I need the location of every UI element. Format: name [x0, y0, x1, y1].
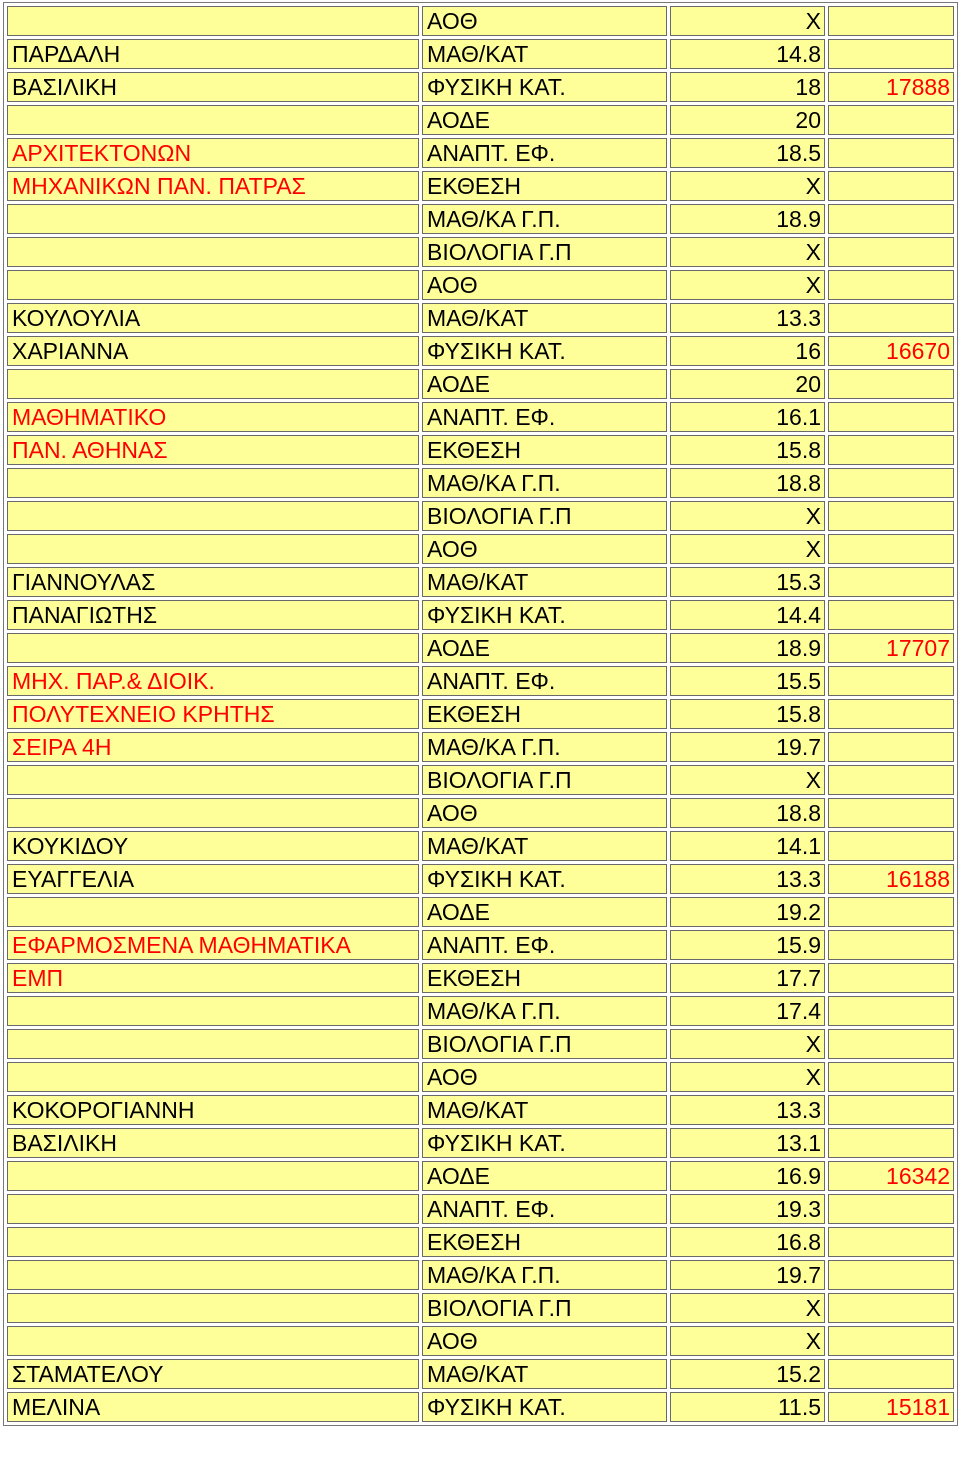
subject-cell: ΒΙΟΛΟΓΙΑ Γ.Π — [422, 501, 667, 531]
subject-cell: ΦΥΣΙΚΗ ΚΑΤ. — [422, 72, 667, 102]
grade-cell: 18.9 — [670, 204, 825, 234]
subject-cell: ΕΚΘΕΣΗ — [422, 699, 667, 729]
name-cell: ΠΑΝ. ΑΘΗΝΑΣ — [7, 435, 419, 465]
table-row — [7, 699, 954, 729]
points-cell — [828, 600, 954, 630]
subject-cell: ΜΑΘ/ΚΑΤ — [422, 567, 667, 597]
points-cell — [828, 666, 954, 696]
subject-cell: ΜΑΘ/ΚΑΤ — [422, 303, 667, 333]
subject-cell: ΑΝΑΠΤ. ΕΦ. — [422, 930, 667, 960]
grade-cell: Χ — [670, 171, 825, 201]
subject-cell: ΑΝΑΠΤ. ΕΦ. — [422, 138, 667, 168]
name-cell — [7, 798, 419, 828]
name-cell: ΠΟΛΥΤΕΧΝΕΙΟ ΚΡΗΤΗΣ — [7, 699, 419, 729]
subject-cell: ΜΑΘ/ΚΑΤ — [422, 1359, 667, 1389]
name-cell — [7, 1227, 419, 1257]
name-cell — [7, 1029, 419, 1059]
subject-cell: ΑΟΘ — [422, 534, 667, 564]
name-cell — [7, 270, 419, 300]
subject-cell: ΑΝΑΠΤ. ΕΦ. — [422, 1194, 667, 1224]
points-cell — [828, 1128, 954, 1158]
table-row — [7, 1326, 954, 1356]
table-row — [7, 1293, 954, 1323]
grade-cell: 13.3 — [670, 864, 825, 894]
table-row — [7, 534, 954, 564]
table-row — [7, 1128, 954, 1158]
name-cell: ΑΡΧΙΤΕΚΤΟΝΩΝ — [7, 138, 419, 168]
grade-cell: 15.3 — [670, 567, 825, 597]
table-row — [7, 930, 954, 960]
name-cell — [7, 534, 419, 564]
points-cell — [828, 303, 954, 333]
name-cell: ΧΑΡΙΑΝΝΑ — [7, 336, 419, 366]
grade-cell: Χ — [670, 1062, 825, 1092]
name-cell — [7, 105, 419, 135]
subject-cell: ΦΥΣΙΚΗ ΚΑΤ. — [422, 1392, 667, 1422]
grade-cell: 17.7 — [670, 963, 825, 993]
name-cell — [7, 633, 419, 663]
name-cell: ΕΦΑΡΜΟΣΜΕΝΑ ΜΑΘΗΜΑΤΙΚΑ — [7, 930, 419, 960]
table-row — [7, 567, 954, 597]
table-row — [7, 831, 954, 861]
subject-cell: ΑΝΑΠΤ. ΕΦ. — [422, 402, 667, 432]
subject-cell: ΑΟΘ — [422, 1062, 667, 1092]
subject-cell: ΑΟΔΕ — [422, 369, 667, 399]
grade-cell: 19.7 — [670, 1260, 825, 1290]
grade-cell: Χ — [670, 534, 825, 564]
table-row — [7, 1227, 954, 1257]
table-row — [7, 204, 954, 234]
table-row — [7, 1161, 954, 1191]
grade-cell: 15.2 — [670, 1359, 825, 1389]
subject-cell: ΜΑΘ/ΚΑ Γ.Π. — [422, 996, 667, 1026]
name-cell — [7, 897, 419, 927]
points-cell — [828, 1029, 954, 1059]
grade-cell: Χ — [670, 1326, 825, 1356]
points-cell: 16670 — [828, 336, 954, 366]
subject-cell: ΕΚΘΕΣΗ — [422, 171, 667, 201]
table-row — [7, 1095, 954, 1125]
subject-cell: ΜΑΘ/ΚΑΤ — [422, 39, 667, 69]
name-cell: ΒΑΣΙΛΙΚΗ — [7, 1128, 419, 1158]
grade-cell: Χ — [670, 237, 825, 267]
subject-cell: ΑΟΘ — [422, 270, 667, 300]
points-cell — [828, 897, 954, 927]
points-cell — [828, 1095, 954, 1125]
points-cell — [828, 699, 954, 729]
subject-cell: ΦΥΣΙΚΗ ΚΑΤ. — [422, 600, 667, 630]
table-row — [7, 1062, 954, 1092]
grade-cell: 13.3 — [670, 303, 825, 333]
grade-cell: 11.5 — [670, 1392, 825, 1422]
grade-cell: 15.8 — [670, 435, 825, 465]
subject-cell: ΑΟΘ — [422, 6, 667, 36]
table-row — [7, 171, 954, 201]
grade-cell: Χ — [670, 765, 825, 795]
points-cell — [828, 567, 954, 597]
grade-cell: 15.9 — [670, 930, 825, 960]
name-cell: ΜΗΧ. ΠΑΡ.& ΔΙΟΙΚ. — [7, 666, 419, 696]
table-row — [7, 666, 954, 696]
table-row — [7, 864, 954, 894]
subject-cell: ΒΙΟΛΟΓΙΑ Γ.Π — [422, 1029, 667, 1059]
subject-cell: ΑΟΔΕ — [422, 105, 667, 135]
name-cell — [7, 1161, 419, 1191]
name-cell — [7, 237, 419, 267]
name-cell: ΣΕΙΡΑ 4Η — [7, 732, 419, 762]
points-cell — [828, 138, 954, 168]
points-cell — [828, 1359, 954, 1389]
table-row — [7, 963, 954, 993]
grade-cell: 16 — [670, 336, 825, 366]
points-cell: 16342 — [828, 1161, 954, 1191]
name-cell — [7, 369, 419, 399]
name-cell — [7, 1260, 419, 1290]
table-row — [7, 798, 954, 828]
points-cell — [828, 1227, 954, 1257]
name-cell — [7, 996, 419, 1026]
grade-cell: 13.1 — [670, 1128, 825, 1158]
points-cell — [828, 501, 954, 531]
subject-cell: ΑΝΑΠΤ. ΕΦ. — [422, 666, 667, 696]
grade-cell: 14.4 — [670, 600, 825, 630]
points-cell — [828, 765, 954, 795]
table-row — [7, 1359, 954, 1389]
grade-cell: 18.8 — [670, 468, 825, 498]
points-cell — [828, 171, 954, 201]
name-cell: ΜΑΘΗΜΑΤΙΚΟ — [7, 402, 419, 432]
name-cell: ΕΥΑΓΓΕΛΙΑ — [7, 864, 419, 894]
subject-cell: ΑΟΘ — [422, 1326, 667, 1356]
grade-cell: 18.8 — [670, 798, 825, 828]
subject-cell: ΑΟΔΕ — [422, 1161, 667, 1191]
grade-cell: 13.3 — [670, 1095, 825, 1125]
grade-cell: Χ — [670, 270, 825, 300]
points-cell — [828, 237, 954, 267]
grade-cell: 18.5 — [670, 138, 825, 168]
table-row — [7, 1194, 954, 1224]
points-cell — [828, 1062, 954, 1092]
table-row — [7, 501, 954, 531]
grade-cell: 19.7 — [670, 732, 825, 762]
grade-cell: 20 — [670, 105, 825, 135]
grade-cell: 19.2 — [670, 897, 825, 927]
name-cell: ΠΑΡΔΑΛΗ — [7, 39, 419, 69]
subject-cell: ΒΙΟΛΟΓΙΑ Γ.Π — [422, 237, 667, 267]
points-cell — [828, 963, 954, 993]
points-cell: 16188 — [828, 864, 954, 894]
subject-cell: ΜΑΘ/ΚΑΤ — [422, 1095, 667, 1125]
subject-cell: ΕΚΘΕΣΗ — [422, 435, 667, 465]
points-cell — [828, 831, 954, 861]
points-cell — [828, 1194, 954, 1224]
subject-cell: ΦΥΣΙΚΗ ΚΑΤ. — [422, 336, 667, 366]
subject-cell: ΒΙΟΛΟΓΙΑ Γ.Π — [422, 765, 667, 795]
subject-cell: ΜΑΘ/ΚΑ Γ.Π. — [422, 204, 667, 234]
table-row — [7, 402, 954, 432]
table-row — [7, 435, 954, 465]
grade-cell: 15.8 — [670, 699, 825, 729]
grade-cell: 17.4 — [670, 996, 825, 1026]
points-cell: 17888 — [828, 72, 954, 102]
name-cell — [7, 468, 419, 498]
grade-cell: 16.9 — [670, 1161, 825, 1191]
name-cell: ΒΑΣΙΛΙΚΗ — [7, 72, 419, 102]
name-cell: ΕΜΠ — [7, 963, 419, 993]
table-row — [7, 72, 954, 102]
name-cell: ΚΟΥΚΙΔΟΥ — [7, 831, 419, 861]
points-cell: 15181 — [828, 1392, 954, 1422]
table-row — [7, 237, 954, 267]
points-cell — [828, 732, 954, 762]
points-cell — [828, 105, 954, 135]
subject-cell: ΕΚΘΕΣΗ — [422, 1227, 667, 1257]
points-cell — [828, 1260, 954, 1290]
name-cell — [7, 1293, 419, 1323]
subject-cell: ΜΑΘ/ΚΑ Γ.Π. — [422, 468, 667, 498]
subject-cell: ΜΑΘ/ΚΑ Γ.Π. — [422, 732, 667, 762]
table-row — [7, 468, 954, 498]
points-cell — [828, 996, 954, 1026]
points-cell — [828, 402, 954, 432]
name-cell — [7, 501, 419, 531]
points-cell — [828, 930, 954, 960]
table-row — [7, 270, 954, 300]
table-row — [7, 105, 954, 135]
subject-cell: ΑΟΔΕ — [422, 633, 667, 663]
table-row — [7, 600, 954, 630]
name-cell: ΚΟΥΛΟΥΛΙΑ — [7, 303, 419, 333]
grades-table-body — [7, 6, 954, 1422]
points-cell — [828, 435, 954, 465]
table-row — [7, 1029, 954, 1059]
table-row — [7, 369, 954, 399]
grade-cell: Χ — [670, 1293, 825, 1323]
subject-cell: ΜΑΘ/ΚΑΤ — [422, 831, 667, 861]
table-row — [7, 336, 954, 366]
points-cell — [828, 204, 954, 234]
table-row — [7, 765, 954, 795]
table-row — [7, 6, 954, 36]
subject-cell: ΦΥΣΙΚΗ ΚΑΤ. — [422, 864, 667, 894]
points-cell: 17707 — [828, 633, 954, 663]
points-cell — [828, 534, 954, 564]
name-cell — [7, 1194, 419, 1224]
grades-table — [3, 2, 958, 1426]
points-cell — [828, 270, 954, 300]
subject-cell: ΦΥΣΙΚΗ ΚΑΤ. — [422, 1128, 667, 1158]
grade-cell: 20 — [670, 369, 825, 399]
table-row — [7, 303, 954, 333]
grade-cell: 16.8 — [670, 1227, 825, 1257]
table-row — [7, 633, 954, 663]
table-row — [7, 1260, 954, 1290]
subject-cell: ΑΟΘ — [422, 798, 667, 828]
name-cell: ΠΑΝΑΓΙΩΤΗΣ — [7, 600, 419, 630]
points-cell — [828, 39, 954, 69]
name-cell — [7, 1062, 419, 1092]
grade-cell: 16.1 — [670, 402, 825, 432]
name-cell: ΚΟΚΟΡΟΓΙΑΝΝΗ — [7, 1095, 419, 1125]
table-row — [7, 996, 954, 1026]
grade-cell: 18.9 — [670, 633, 825, 663]
grade-cell: 15.5 — [670, 666, 825, 696]
grade-cell: 14.1 — [670, 831, 825, 861]
name-cell: ΜΗΧΑΝΙΚΩΝ ΠΑΝ. ΠΑΤΡΑΣ — [7, 171, 419, 201]
points-cell — [828, 798, 954, 828]
table-row — [7, 138, 954, 168]
name-cell — [7, 6, 419, 36]
table-row — [7, 897, 954, 927]
points-cell — [828, 468, 954, 498]
name-cell — [7, 1326, 419, 1356]
table-row — [7, 732, 954, 762]
points-cell — [828, 1326, 954, 1356]
name-cell: ΜΕΛΙΝΑ — [7, 1392, 419, 1422]
subject-cell: ΒΙΟΛΟΓΙΑ Γ.Π — [422, 1293, 667, 1323]
subject-cell: ΑΟΔΕ — [422, 897, 667, 927]
table-row — [7, 1392, 954, 1422]
name-cell: ΓΙΑΝΝΟΥΛΑΣ — [7, 567, 419, 597]
grade-cell: Χ — [670, 1029, 825, 1059]
name-cell — [7, 204, 419, 234]
points-cell — [828, 1293, 954, 1323]
points-cell — [828, 6, 954, 36]
grade-cell: 14.8 — [670, 39, 825, 69]
table-row — [7, 39, 954, 69]
grade-cell: 19.3 — [670, 1194, 825, 1224]
name-cell — [7, 765, 419, 795]
name-cell: ΣΤΑΜΑΤΕΛΟΥ — [7, 1359, 419, 1389]
subject-cell: ΕΚΘΕΣΗ — [422, 963, 667, 993]
points-cell — [828, 369, 954, 399]
subject-cell: ΜΑΘ/ΚΑ Γ.Π. — [422, 1260, 667, 1290]
grade-cell: Χ — [670, 501, 825, 531]
grade-cell: 18 — [670, 72, 825, 102]
grade-cell: Χ — [670, 6, 825, 36]
